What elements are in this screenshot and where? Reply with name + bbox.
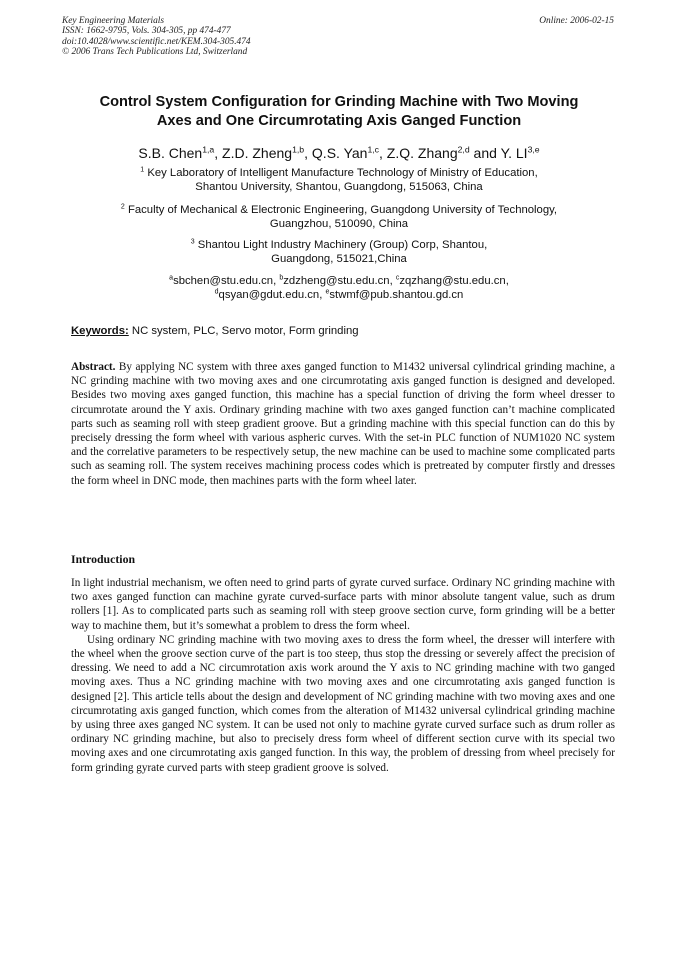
author-name: Z.D. Zheng [222,145,293,161]
affiliation-text: Guangdong, 515021,China [271,253,407,266]
intro-paragraph-2: Using ordinary NC grinding machine with two moving axes to dress the form wheel, the dresser will interfere with the wheel when the groove section curve of the part is too steep, thus stop the dressing or severely affect the precision of dressing. We need to add a NC circumrotation axis work around the Y axis to NC grinding machine with two ganged moving axes. Thus a NC grinding machine with two moving axes and one circumrotating axis ganged function is designed [2]. This article tells about the design and development of NC grinding machine with two moving axes and one circumrotating axis ganged function, which comes from the alteration of M1432 universal cylindrical grinding machine by using three axes ganged NC system. It can be used not only to machine gyrate curved surface such as drum roller as ordinary NC grinding machine, but also to precisely dress form wheel of different section curve with its special two moving axes and one circumrotating axis ganged function. In this way, the problem of dressing from wheel precisely for form grinding gyrate curved parts with steep gradient groove is solved. [71,633,615,774]
abstract-label: Abstract. [71,361,116,373]
author-name: Q.S. Yan [311,145,368,161]
doi-line: doi:10.4028/www.scientific.net/KEM.304-305.474 [62,36,251,47]
author-emails: $^a$sbchen@stu.edu.cn, $^b$zdzheng@stu.edu.cn, $^c$zqzhang@stu.edu.cn, $^d$qsyan@gdut.edu.cn, $^e$stwmf@pub.shantou.gd.cn [169,274,509,302]
journal-name: Key Engineering Materials [62,16,165,26]
copyright-line: © 2006 Trans Tech Publications Ltd, Switzerland [62,47,248,58]
keywords-text: NC system, PLC, Servo motor, Form grinding [131,325,359,337]
section-heading-introduction: Introduction [71,552,136,566]
issn-line: ISSN: 1662-9795, Vols. 304-305, pp 474-477 [62,26,231,37]
introduction-body [71,576,615,775]
author-name: Z.Q. Zhang [386,145,458,161]
author-list [40,144,638,162]
email-d[interactable]: qsyan@gdut.edu.cn [218,289,320,302]
affiliation-3 [40,238,638,266]
author-sup: 2,d [457,144,470,155]
author-separator: , [379,145,387,161]
title-line-2: Axes and One Circumrotating Axis Ganged Function [156,112,522,129]
author-separator: , [304,145,312,161]
keywords-line: Keywords: NC system, PLC, Servo motor, Form grinding [71,325,359,337]
affiliation-1 [40,166,638,194]
author-name: Y. LI [500,145,528,161]
paper-title [40,93,638,130]
affiliation-text: Shantou Light Industry Machinery (Group) Corp, Shantou, [197,239,488,251]
author-sup: 1,c [367,144,380,155]
author-separator: and [469,145,501,161]
email-c[interactable]: zqzhang@stu.edu.cn [399,275,506,287]
affiliation-number: 1 [140,166,145,174]
keywords-label: Keywords [71,325,125,337]
abstract [71,360,615,488]
author-sup: 1,a [202,144,215,155]
author-name: S.B. Chen [138,145,203,161]
abstract-text: By applying NC system with three axes ganged function to M1432 universal cylindrical grinding machine, a NC grinding machine with two moving axes and one circumrotating axis ganged function is designed and developed. Besides two moving axes ganged function, this machine has a special function of driving the form wheel dresser to circumrotate around the Y axis. Ordinary grinding machine with two axes ganged function can’t machine complicated parts such as seaming roll with steep gradient groove. But a grinding machine with this special function can do this by precisely dressing the form wheel with various aspheric curves. With the set-in PLC function of NUM1020 NC system and the correlative parameters to be respectively setup, the new machine can be used to machine some complicated parts such as seaming roll. The system receives machining process codes which is pretreated by computer firstly and dresses the form wheel in DNC mode, then machines parts with the form wheel later. [71,361,616,487]
title-line-1: Control System Configuration for Grinding Machine with Two Moving [99,94,579,110]
affiliation-text: Key Laboratory of Intelligent Manufacture Technology of Ministry of Education, [147,167,538,179]
email-a[interactable]: sbchen@stu.edu.cn [173,275,274,287]
affiliation-text: Shantou University, Shantou, Guangdong, 515063, China [195,181,483,194]
affiliation-2 [40,203,638,231]
affiliation-number: 2 [120,203,125,211]
online-date: Online: 2006-02-15 [539,16,614,26]
email-b[interactable]: zdzheng@stu.edu.cn [283,275,390,287]
affiliation-number: 3 [190,238,195,246]
author-sup: 3,e [527,144,540,155]
author-sup: 1,b [292,144,305,155]
intro-paragraph-1: In light industrial mechanism, we often need to grind parts of gyrate curved surface. Ordinary NC grinding machine with two axes ganged function can machine gyrate curved-surface parts with minor absolute tangent value, such as drum rollers [1]. As to complicated parts such as seaming roll with steep groove section curve, form grinding will be a better way to machine them, but it’s somewhat a problem to dress the form wheel. [71,577,615,632]
affiliation-text: Guangzhou, 510090, China [269,218,409,231]
email-e[interactable]: stwmf@pub.shantou.gd.cn [329,289,464,302]
affiliation-text: Faculty of Mechanical & Electronic Engineering, Guangdong University of Technology, [127,204,558,216]
author-separator: , [214,145,223,161]
